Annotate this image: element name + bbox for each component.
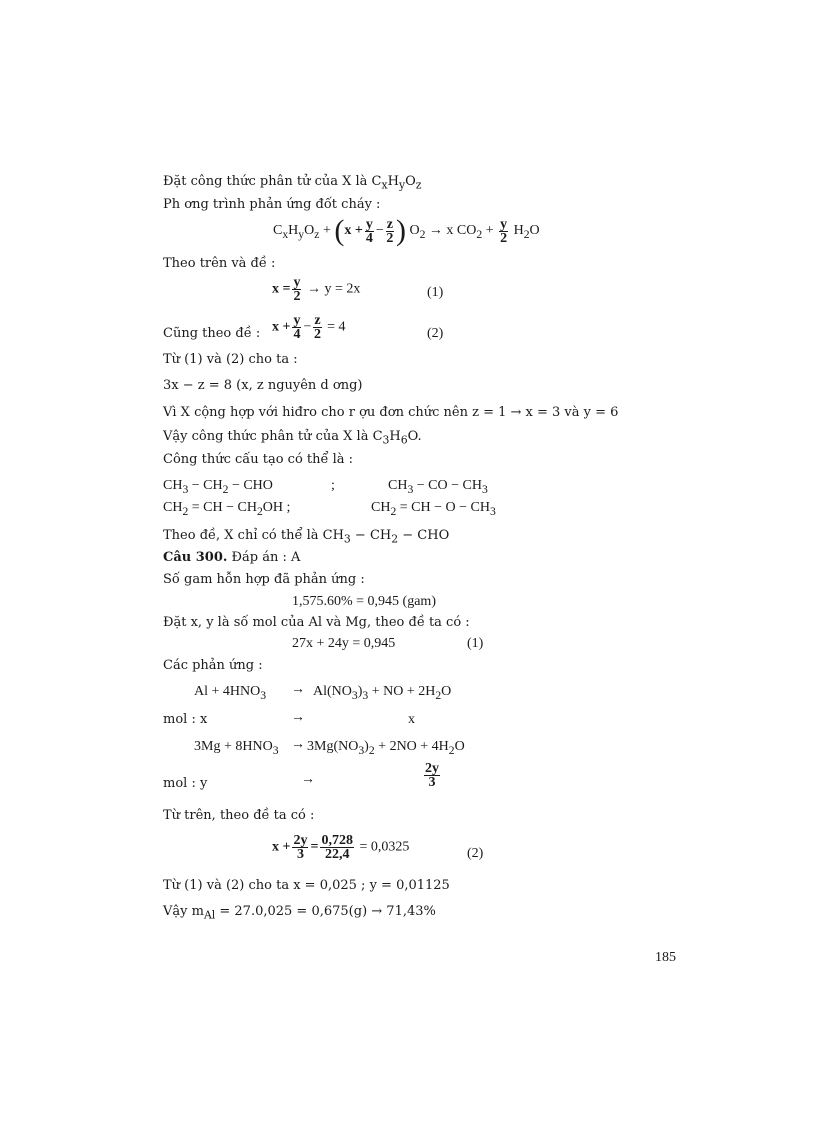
- reaction-mg-products: $3Mg(NO_3)_2 + 2NO + 4H_2O$: [307, 739, 465, 757]
- equation-mass-num: (1): [467, 636, 484, 651]
- equation-moles: x + $\frac{2y}{3}$ = $\frac{0,728}{22,4}$ = 0,0325: [272, 833, 410, 862]
- mol-y-fraction: $\frac{2y}{3}$: [425, 761, 439, 790]
- equation-combustion: $C_xH_yO_z + (x$ + $\frac{y}{4}$ − $\frac{z}{2}$ ) $O_2 \to x$ $CO_2$ + $\frac{y}{2}$ $H_2O$: [273, 214, 540, 247]
- line-mass: Số gam hỗn hợp đã phản ứng :: [163, 572, 365, 587]
- mol-y-arrow: →: [301, 772, 315, 787]
- structure-1: $CH_3 - CH_2$ − CHO: [163, 478, 273, 496]
- line-also: Cũng theo đề :: [163, 326, 261, 341]
- line-formula-result: Vậy công thức phân tử của X là $C_3H_6O$.: [163, 429, 422, 447]
- equation-2: x + $\frac{y}{4}$ − $\frac{z}{2}$ = 4 (2): [272, 313, 444, 342]
- line-result-mass: Vậy $m_{Al} = 27.0,025 = 0,675(g) \to 71,43\%$: [163, 904, 436, 922]
- line-according: Theo trên và đề :: [163, 256, 276, 271]
- equation-1: x = $\frac{y}{2}$ → y = 2x (1): [272, 275, 444, 304]
- reaction-mg: $3Mg + 8HNO_3$: [194, 739, 279, 757]
- structure-3: $CH_2$ = CH − $CH_2OH$ ;: [163, 500, 291, 518]
- structure-sep: ;: [331, 478, 335, 493]
- reaction-mg-arrow: →: [291, 737, 305, 752]
- line-from: Từ (1) và (2) cho ta :: [163, 352, 298, 367]
- mol-x: mol : x: [163, 712, 208, 727]
- line-mass-calc: 1,575.60% = 0,945 (gam): [292, 594, 436, 609]
- line-reaction-intro: Ph ơng trình phản ứng đốt cháy :: [163, 197, 381, 212]
- line-result-xy: Từ (1) và (2) cho ta x = 0,025 ; y = 0,01125: [163, 878, 450, 893]
- equation-moles-num: (2): [467, 846, 484, 861]
- structure-4: $CH_2$ = CH − $O - CH_3$: [371, 500, 496, 518]
- line-reactions: Các phản ứng :: [163, 658, 263, 673]
- reaction-al-products: $Al(NO_3)_3$ + NO + $2H_2O$: [313, 684, 452, 702]
- line-hydro: Vì X cộng hợp với hiđro cho r ợu đơn chức nên z = 1 → x = 3 và y = 6: [163, 405, 619, 420]
- line-3x: 3x − z = 8 (x, z nguyên d ơng): [163, 378, 363, 393]
- line-from-above: Từ trên, theo đề ta có :: [163, 808, 315, 823]
- reaction-al-arrow: →: [291, 682, 305, 697]
- mol-y: mol : y: [163, 776, 208, 791]
- structure-2: $CH_3$ − CO − $CH_3$: [388, 478, 488, 496]
- equation-mass: 27x + 24y = 0,945: [292, 636, 396, 651]
- question-300: Câu 300. Đáp án : A: [163, 550, 301, 565]
- line-conclusion-x: Theo đề, X chỉ có thể là $CH_3 - CH_2$ − CHO: [163, 528, 450, 546]
- reaction-al: $Al + 4HNO_3$: [194, 684, 267, 702]
- line-formula-intro: Đặt công thức phân tử của X là $C_xH_yO_z$: [163, 174, 422, 192]
- line-structures: Công thức cấu tạo có thể là :: [163, 452, 354, 467]
- mol-x-product: x: [408, 712, 415, 727]
- mol-x-arrow: →: [291, 710, 305, 725]
- line-set-xy: Đặt x, y là số mol của Al và Mg, theo đề ta có :: [163, 615, 470, 630]
- page-number: 185: [655, 950, 676, 965]
